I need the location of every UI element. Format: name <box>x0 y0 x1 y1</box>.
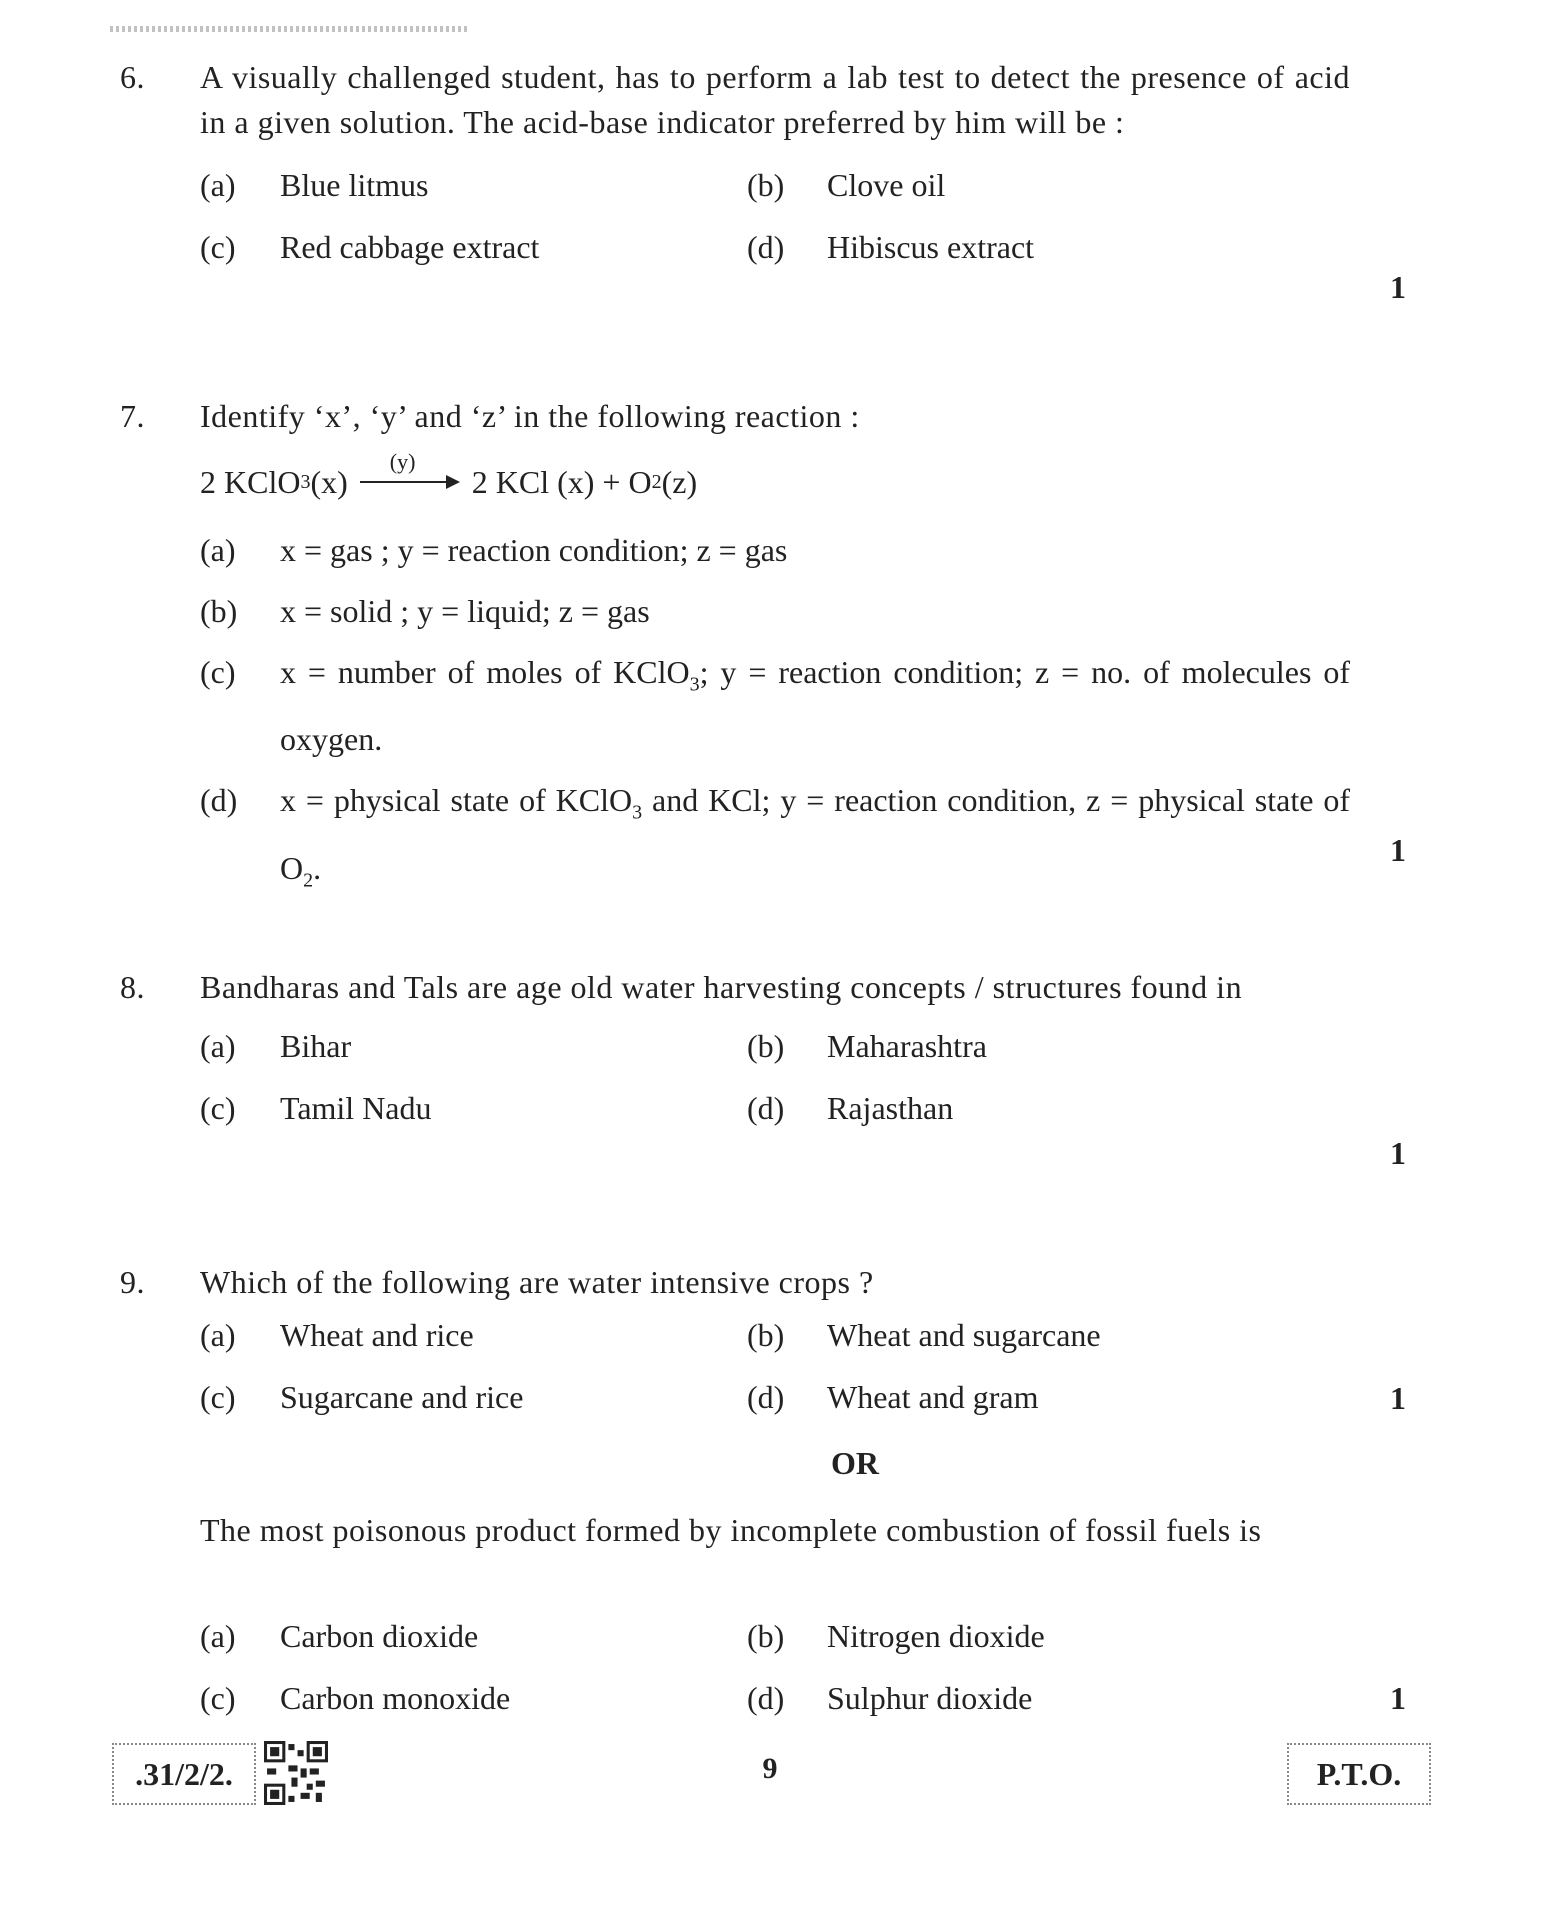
question-number: 7. <box>120 398 145 434</box>
chemical-equation: 2 KClO 3 (x) (y) 2 KCl (x) + O 2 (z) <box>200 449 698 500</box>
question-text: A visually challenged student, has to perform a lab test to detect the presence of acid in a given solution. The acid-base indicator preferred by him will be : <box>200 59 1350 140</box>
option-a: (a) Bihar <box>200 1028 352 1064</box>
question-8 <box>120 965 1420 1171</box>
option-b: (b) x = solid ; y = liquid; z = gas <box>200 593 650 629</box>
option-d: (d) x = physical state of KClO$_3$ and KCl; y = reaction condition, z = physical state of $O_2$. <box>200 782 1351 892</box>
alt-option-b: (b) Nitrogen dioxide <box>747 1618 1045 1654</box>
paper-code: .31/2/2. <box>112 1743 256 1805</box>
question-number: 9. <box>120 1264 145 1300</box>
pto-label: P.T.O. <box>1287 1743 1431 1805</box>
option-b: (b) Wheat and sugarcane <box>747 1317 1101 1353</box>
option-c: (c) Sugarcane and rice <box>200 1379 524 1415</box>
option-a: (a) Blue litmus <box>200 167 429 203</box>
alternative-question-text: The most poisonous product formed by incomplete combustion of fossil fuels is <box>200 1512 1262 1548</box>
question-text: Identify ‘x’, ‘y’ and ‘z’ in the following reaction : <box>200 398 860 434</box>
question-6 <box>120 55 1420 305</box>
qr-code-icon <box>264 1741 328 1805</box>
alt-marks: 1 <box>1390 1680 1406 1716</box>
marks: 1 <box>1390 1380 1406 1416</box>
or-separator: OR <box>831 1445 879 1481</box>
option-a: (a) x = gas ; y = reaction condition; z = gas <box>200 532 788 568</box>
option-d: (d) Wheat and gram <box>747 1379 1039 1415</box>
reaction-arrow-icon: (y) <box>360 467 460 497</box>
option-c: (c) Tamil Nadu <box>200 1090 432 1126</box>
question-text: Bandharas and Tals are age old water harvesting concepts / structures found in <box>200 969 1243 1005</box>
marks: 1 <box>1390 1135 1406 1171</box>
alt-option-d: (d) Sulphur dioxide <box>747 1680 1033 1716</box>
option-b: (b) Maharashtra <box>747 1028 987 1064</box>
option-d: (d) Rajasthan <box>747 1090 954 1126</box>
question-7 <box>120 394 1420 908</box>
option-c: (c) Red cabbage extract <box>200 229 540 265</box>
marks: 1 <box>1390 269 1406 305</box>
alt-option-c: (c) Carbon monoxide <box>200 1680 511 1716</box>
question-9 <box>120 1260 1420 1716</box>
marks: 1 <box>1390 832 1406 868</box>
option-d: (d) Hibiscus extract <box>747 229 1035 265</box>
alt-option-a: (a) Carbon dioxide <box>200 1618 479 1654</box>
question-number: 8. <box>120 969 145 1005</box>
question-number: 6. <box>120 59 145 95</box>
option-b: (b) Clove oil <box>747 167 946 203</box>
option-a: (a) Wheat and rice <box>200 1317 474 1353</box>
security-microtext <box>110 26 470 32</box>
page-number: 9 <box>762 1752 778 1785</box>
question-text: Which of the following are water intensive crops ? <box>200 1264 874 1300</box>
option-c: (c) x = number of moles of KClO$_3$; y = reaction condition; z = no. of molecules of oxygen. <box>200 654 1351 758</box>
